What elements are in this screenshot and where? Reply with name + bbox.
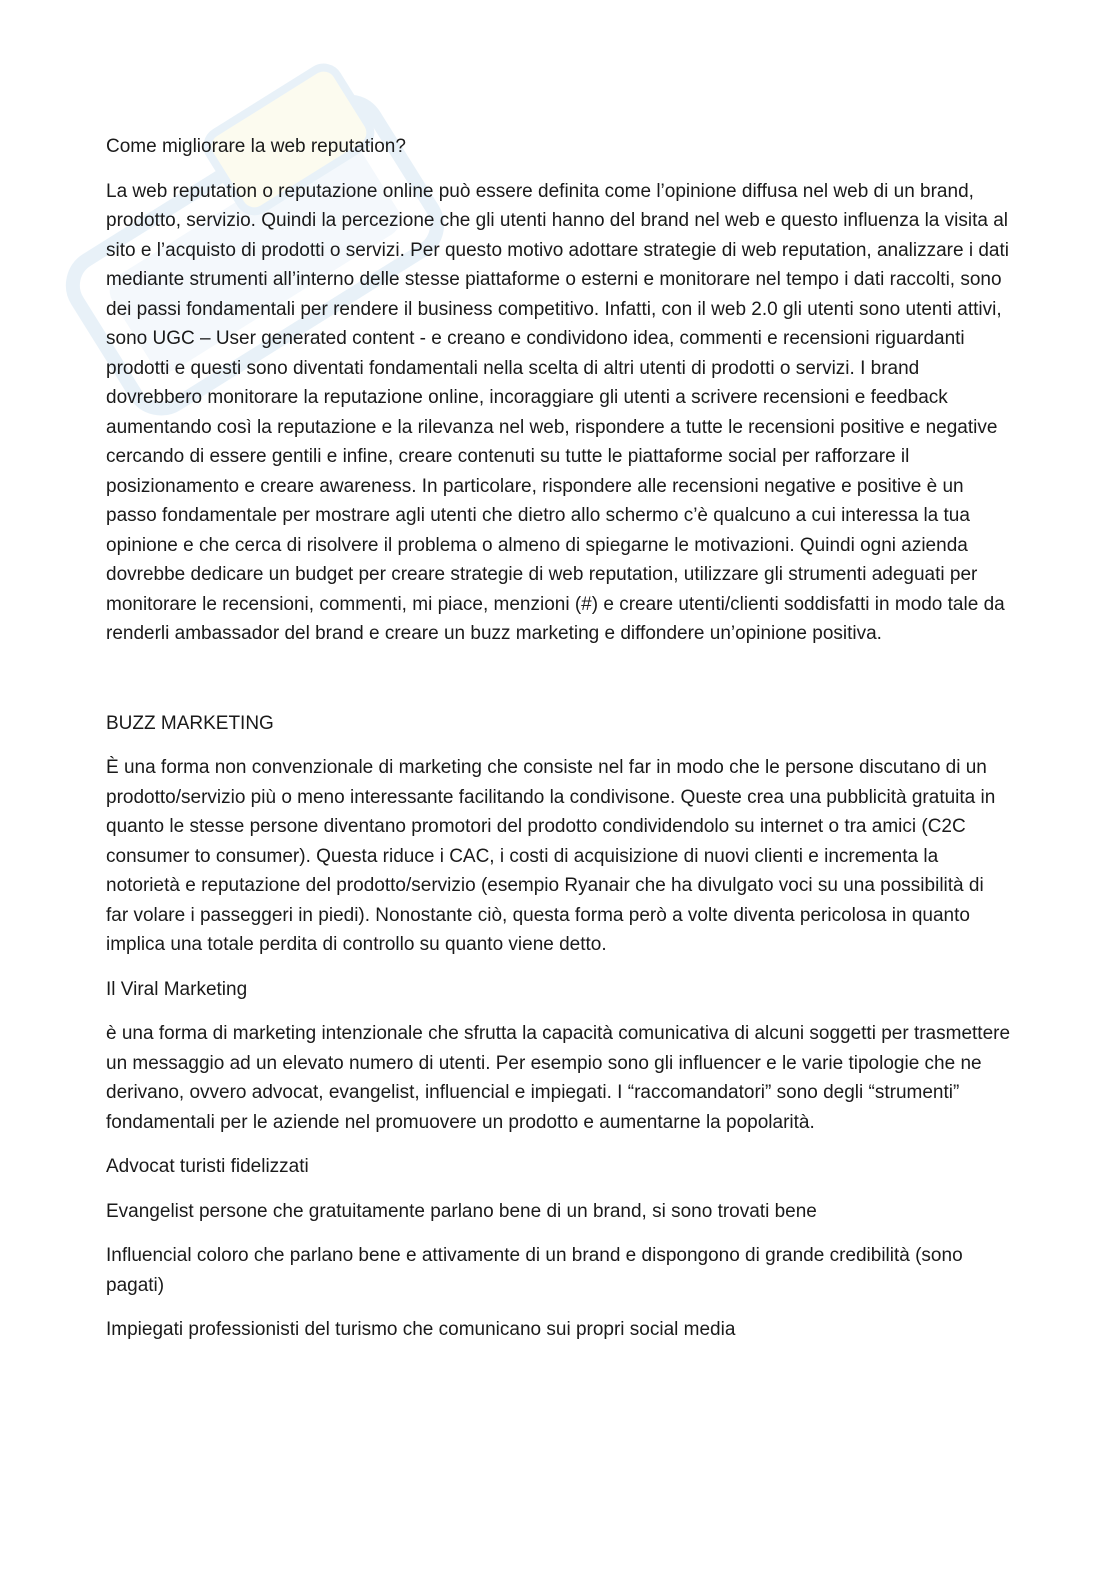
question-title: Come migliorare la web reputation?	[106, 136, 406, 157]
definition-evangelist: Evangelist persone che gratuitamente parlano bene di un brand, si sono trovati bene	[106, 1200, 817, 1222]
definition-impiegati: Impiegati professionisti del turismo che comunicano sui propri social media	[106, 1319, 736, 1340]
buzz-marketing-paragraph: È una forma non convenzionale di marketing che consiste nel far in modo che le persone discutano di un prodotto/servizio più o meno interessante facilitando la condivisone. Queste crea una pubblicità gratuita in quanto le stesse persone diventano promotori del prodotto condividendolo su internet o tra amici (C2C consumer to consumer). Questa riduce i CAC, i costi di acquisizione di nuovi clienti e incrementa la notorietà e reputazione del prodotto/servizio (esempio Ryanair che ha divulgato voci su una possibilità di far volare i passeggeri in piedi). Nonostante ciò, questa forma però a volte diventa pericolosa in quanto implica una totale perdita di controllo su quanto viene detto.	[106, 757, 996, 955]
definition-advocat: Advocat turisti fidelizzati	[106, 1156, 309, 1177]
web-reputation-paragraph: La web reputation o reputazione online può essere definita come l’opinione diffusa nel web di un brand, prodotto, servizio. Quindi la percezione che gli utenti hanno del brand nel web e questo influenza la visita al sito e l’acquisto di prodotti o servizi. Per questo motivo adottare strategie di web reputation, analizzare i dati mediante strumenti all’interno delle stesse piattaforme o esterni e monitorare nel tempo i dati raccolti, sono dei passi fondamentali per rendere il business competitivo. Infatti, con il web 2.0 gli utenti sono utenti attivi, sono UGC – User generated content - e creano e condividono idea, commenti e recensioni riguardanti prodotti e questi sono diventati fondamentali nella scelta di altri utenti di prodotti o servizi. I brand dovrebbero monitorare la reputazione online, incoraggiare gli utenti a scrivere recensioni e feedback aumentando così la reputazione e la rilevanza nel web, rispondere a tutte le recensioni positive e negative cercando di essere gentili e infine, creare contenuti su tutte le piattaforme social per rafforzare il posizionamento e creare awareness. In particolare, rispondere alle recensioni negative e positive è un passo fondamentale per mostrare agli utenti che dietro allo schermo c’è qualcuno a cui interessa la tua opinione e che cerca di risolvere il problema o almeno di spiegarne le motivazioni. Quindi ogni azienda dovrebbe dedicare un budget per creare strategie di web reputation, utilizzare gli strumenti adeguati per monitorare le recensioni, commenti, mi piace, menzioni (#) e creare utenti/clienti soddisfatti in modo tale da renderli ambassador del brand e creare un buzz marketing e diffondere un’opinione positiva.	[106, 180, 1009, 644]
viral-marketing-paragraph: è una forma di marketing intenzionale che sfrutta la capacità comunicativa di alcuni soggetti per trasmettere un messaggio ad un elevato numero di utenti. Per esempio sono gli influencer e le varie tipologie che ne derivano, ovvero advocat, evangelist, influencial e impiegati. I “raccomandatori” sono degli “strumenti” fondamentali per le aziende nel promuovere un prodotto e aumentarne la popolarità.	[106, 1023, 1011, 1133]
buzz-marketing-heading: BUZZ MARKETING	[106, 712, 274, 734]
definition-influencial: Influencial coloro che parlano bene e attivamente di un brand e dispongono di grande credibilità (sono pagati)	[106, 1245, 963, 1296]
document-body	[106, 132, 1011, 1345]
viral-marketing-heading: Il Viral Marketing	[106, 978, 248, 1000]
